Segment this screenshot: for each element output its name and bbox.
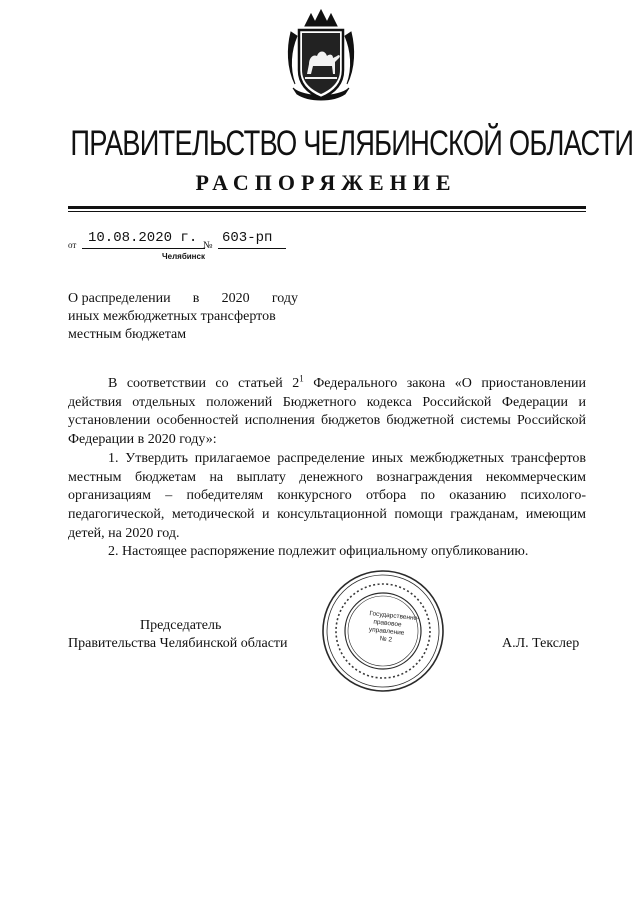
- issue-city: Челябинск: [162, 252, 205, 261]
- preamble-text-start: В соответствии со статьей 2: [108, 376, 300, 391]
- subject-word: 2020: [221, 291, 250, 306]
- document-type-title: РАСПОРЯЖЕНИЕ: [195, 170, 457, 195]
- subject-word: в: [192, 291, 200, 306]
- preamble-text-end: Федерального закона «О приостановлении действия отдельных положений Бюджетного кодекса Российской Федерации и установлении особенностей исполнения бюджетов бюджетной системы Российской Федерации в 2020 году»:: [68, 376, 586, 448]
- coat-of-arms-emblem: [283, 8, 359, 106]
- seal-center-text: Государственно-правовое управление № 2: [368, 610, 420, 644]
- date-prefix-label: от: [68, 240, 77, 250]
- document-body: [68, 375, 586, 562]
- signatory-name: А.Л. Текслер: [502, 636, 580, 651]
- subject-line-2: иных межбюджетных трансфертов: [68, 309, 276, 324]
- header-rule-thin: [68, 211, 586, 212]
- document-subject: [68, 290, 298, 344]
- order-item-2: 2. Настоящее распоряжение подлежит официальному опубликованию.: [108, 544, 529, 560]
- subject-line-3: местным бюджетам: [68, 327, 187, 342]
- government-title: ПРАВИТЕЛЬСТВО ЧЕЛЯБИНСКОЙ ОБЛАСТИ: [70, 124, 634, 163]
- order-item-1: 1. Утвердить прилагаемое распределение иных межбюджетных трансфертов местным бюджетам на выплату денежного вознаграждения некоммерческим организациям – победителям конкурсного отбора по оказанию психолого-педагогической, методической и консультационной помощи гражданам, имеющим детей, на 2020 год.: [68, 450, 586, 541]
- article-superscript: 1: [299, 373, 304, 384]
- header-rule-thick: [68, 206, 586, 209]
- subject-word: О распределении: [68, 291, 171, 306]
- preamble-paragraph: [68, 375, 586, 450]
- subject-line-1: [68, 290, 298, 308]
- number-sign-label: №: [203, 240, 213, 251]
- signatory-title-line-2: Правительства Челябинской области: [68, 636, 288, 651]
- subject-word: году: [271, 291, 298, 306]
- signatory-title-line-1: Председатель: [140, 618, 222, 633]
- document-date: 10.08.2020 г.: [82, 230, 205, 249]
- document-number: 603-рп: [218, 230, 286, 249]
